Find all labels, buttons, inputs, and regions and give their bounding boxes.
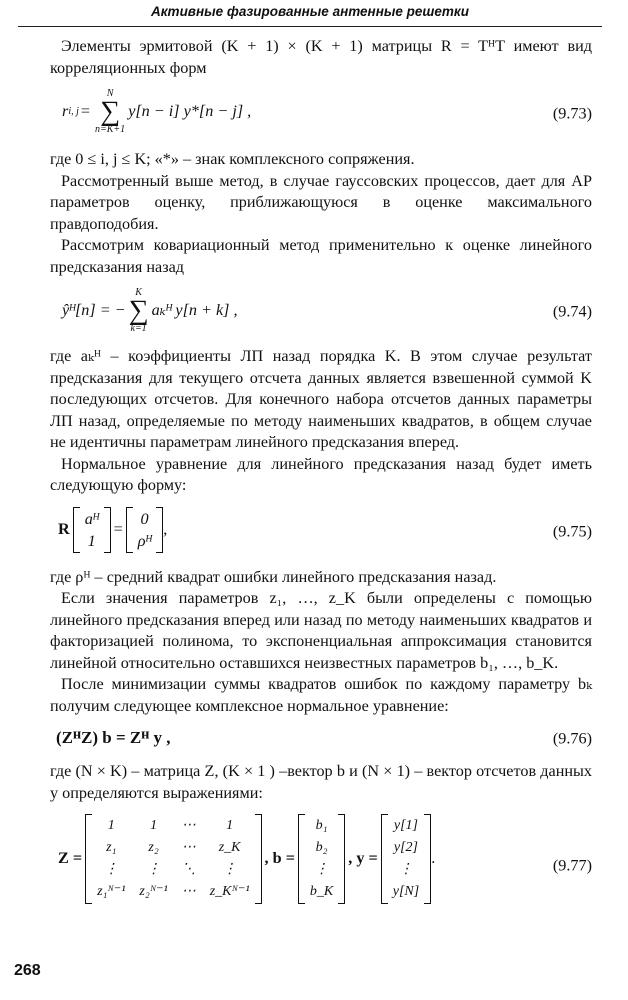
matrix-cell: z₂ᴺ⁻¹ — [139, 884, 168, 899]
matrix-cell: ⋯ — [181, 840, 196, 855]
matrix-cell: z_K — [218, 840, 241, 855]
paragraph: Элементы эрмитовой (K + 1) × (K + 1) матрицы R = TᴴT имеют вид корреляционных форм — [50, 37, 592, 77]
paragraph: Если значения параметров z₁, …, z_K были определены с помощью линейного предсказания вперед или назад по методу наименьших квадратов и факторизацией полинома, то экспоненциальная аппроксимация становится линейной относительно оставшихся неизвестных параметров b₁, …, b_K. — [50, 589, 592, 672]
eq-body: aₖᴴ y[n + k] , — [151, 301, 238, 320]
matrix-cell: z₁ᴺ⁻¹ — [97, 884, 126, 899]
paragraph: Рассмотрим ковариационный метод применительно к оценке линейного предсказания назад — [50, 236, 592, 276]
vector-cell: b₁ — [315, 818, 328, 833]
eq-lhs: ŷᴴ[n] = − — [62, 301, 126, 320]
equation-number: (9.73) — [552, 104, 592, 123]
vector-cell: b_K — [309, 884, 334, 899]
eq-body: y[n − i] y*[n − j] , — [128, 102, 252, 121]
sum-lower: k=1 — [130, 323, 147, 334]
page-body — [50, 36, 592, 928]
matrix-cell: z_Kᴺ⁻¹ — [209, 884, 250, 899]
sum-symbol: K ∑ k=1 — [128, 287, 149, 334]
paragraph: где ρᴴ – средний квадрат ошибки линейного предсказания назад. — [50, 567, 497, 586]
equation-9-76 — [50, 723, 592, 755]
matrix-Z-label: Z = — [58, 849, 83, 868]
matrix-cell: ⋯ — [181, 818, 196, 833]
equation-number: (9.74) — [552, 302, 592, 321]
vector-cell: 1 — [87, 531, 96, 550]
vector-cell: ⋮ — [314, 862, 329, 877]
vector-cell: ρᴴ — [137, 531, 152, 550]
vector-b — [298, 814, 345, 904]
equation-9-73: r i, j = N ∑ n=K+1 y[n − i] y*[n − j] , (9.73) — [62, 88, 592, 135]
running-header — [18, 0, 602, 27]
eq-lhs: r — [62, 102, 69, 121]
equation-number: (9.77) — [552, 856, 592, 875]
vector-b-label: , b = — [264, 849, 295, 868]
paragraph: Нормальное уравнение для линейного предсказания назад будет иметь следующую форму: — [50, 454, 592, 494]
sum-upper: N — [106, 88, 114, 99]
vector-cell: y[N] — [392, 884, 420, 899]
sum-symbol: N ∑ n=K+1 — [95, 88, 126, 135]
equation-9-75: R aᴴ 1 = 0 ρᴴ , (9.75) — [50, 503, 592, 561]
matrix-cell: 1 — [107, 818, 115, 833]
equation-number: (9.75) — [552, 521, 592, 540]
vector-y — [381, 814, 431, 904]
equation-number: (9.76) — [552, 729, 592, 748]
paragraph: где 0 ≤ i, j ≤ K; «*» – знак комплексного сопряжения. — [50, 150, 415, 168]
running-title: Активные фазированные антенные решетки — [150, 4, 470, 19]
matrix-Z — [85, 814, 261, 904]
vector-cell: aᴴ — [84, 509, 99, 528]
matrix-cell: ⋱ — [181, 862, 196, 877]
matrix-cell: z₂ — [148, 840, 159, 855]
matrix-cell: ⋮ — [146, 862, 161, 877]
equation-9-74 — [50, 284, 592, 340]
matrix-cell: 1 — [150, 818, 158, 833]
paragraph: где (N × K) – матрица Z, (K × 1 ) –вектор b и (N × 1) – вектор отсчетов данных y определяются выражениями: — [50, 762, 592, 802]
matrix-R: R — [58, 519, 70, 538]
matrix-cell: z₁ — [106, 840, 117, 855]
vector-cell: 0 — [140, 509, 149, 528]
matrix-cell: ⋮ — [222, 862, 237, 877]
sum-lower: n=K+1 — [95, 124, 126, 135]
sum-upper: K — [135, 287, 142, 298]
paragraph: Рассмотренный выше метод, в случае гауссовских процессов, дает для АР параметров оценку, приближающуюся в оценке максимального правдоподобия. — [50, 171, 592, 233]
vector-cell: b₂ — [315, 840, 328, 855]
vector-cell: y[2] — [393, 840, 419, 855]
eq-lhs-sub: i, j — [68, 106, 79, 118]
vector-right — [126, 507, 164, 553]
vector-left — [73, 507, 111, 553]
vector-y-label: , y = — [348, 849, 378, 868]
matrix-cell: ⋯ — [181, 884, 196, 899]
paragraph: где aₖᴴ – коэффициенты ЛП назад порядка K. В этом случае результат предсказания для текущего отсчета данных является взвешенной суммой K последующих отсчетов. Для конечного набора отсчетов данных параметры ЛП назад, определяемые по методу наименьших квадратов, в общем случае не идентичны параметрам линейного предсказания вперед. — [50, 347, 592, 451]
paragraph: После минимизации суммы квадратов ошибок по каждому параметру bₖ получим следующее комплексное нормальное уравнение: — [50, 675, 592, 715]
vector-cell: y[1] — [393, 818, 419, 833]
vector-cell: ⋮ — [398, 862, 413, 877]
matrix-cell: ⋮ — [104, 862, 119, 877]
eq-body: (ZᴴZ) b = Zᴴ y , — [56, 728, 171, 747]
matrix-cell: 1 — [226, 818, 234, 833]
equation-9-77: Z = 1 1 ⋯ 1 z₁ z₂ ⋯ z_K ⋮ ⋮ ⋱ ⋮ z₁ᴺ⁻¹ z₂ᴺ⁻¹ ⋯ z_Kᴺ⁻¹ , b = b₁ b₂ ⋮ b_K , y = y[1] y[2] ⋮ y[N] . (9.77) — [50, 810, 592, 922]
page-number: 268 — [14, 962, 41, 979]
